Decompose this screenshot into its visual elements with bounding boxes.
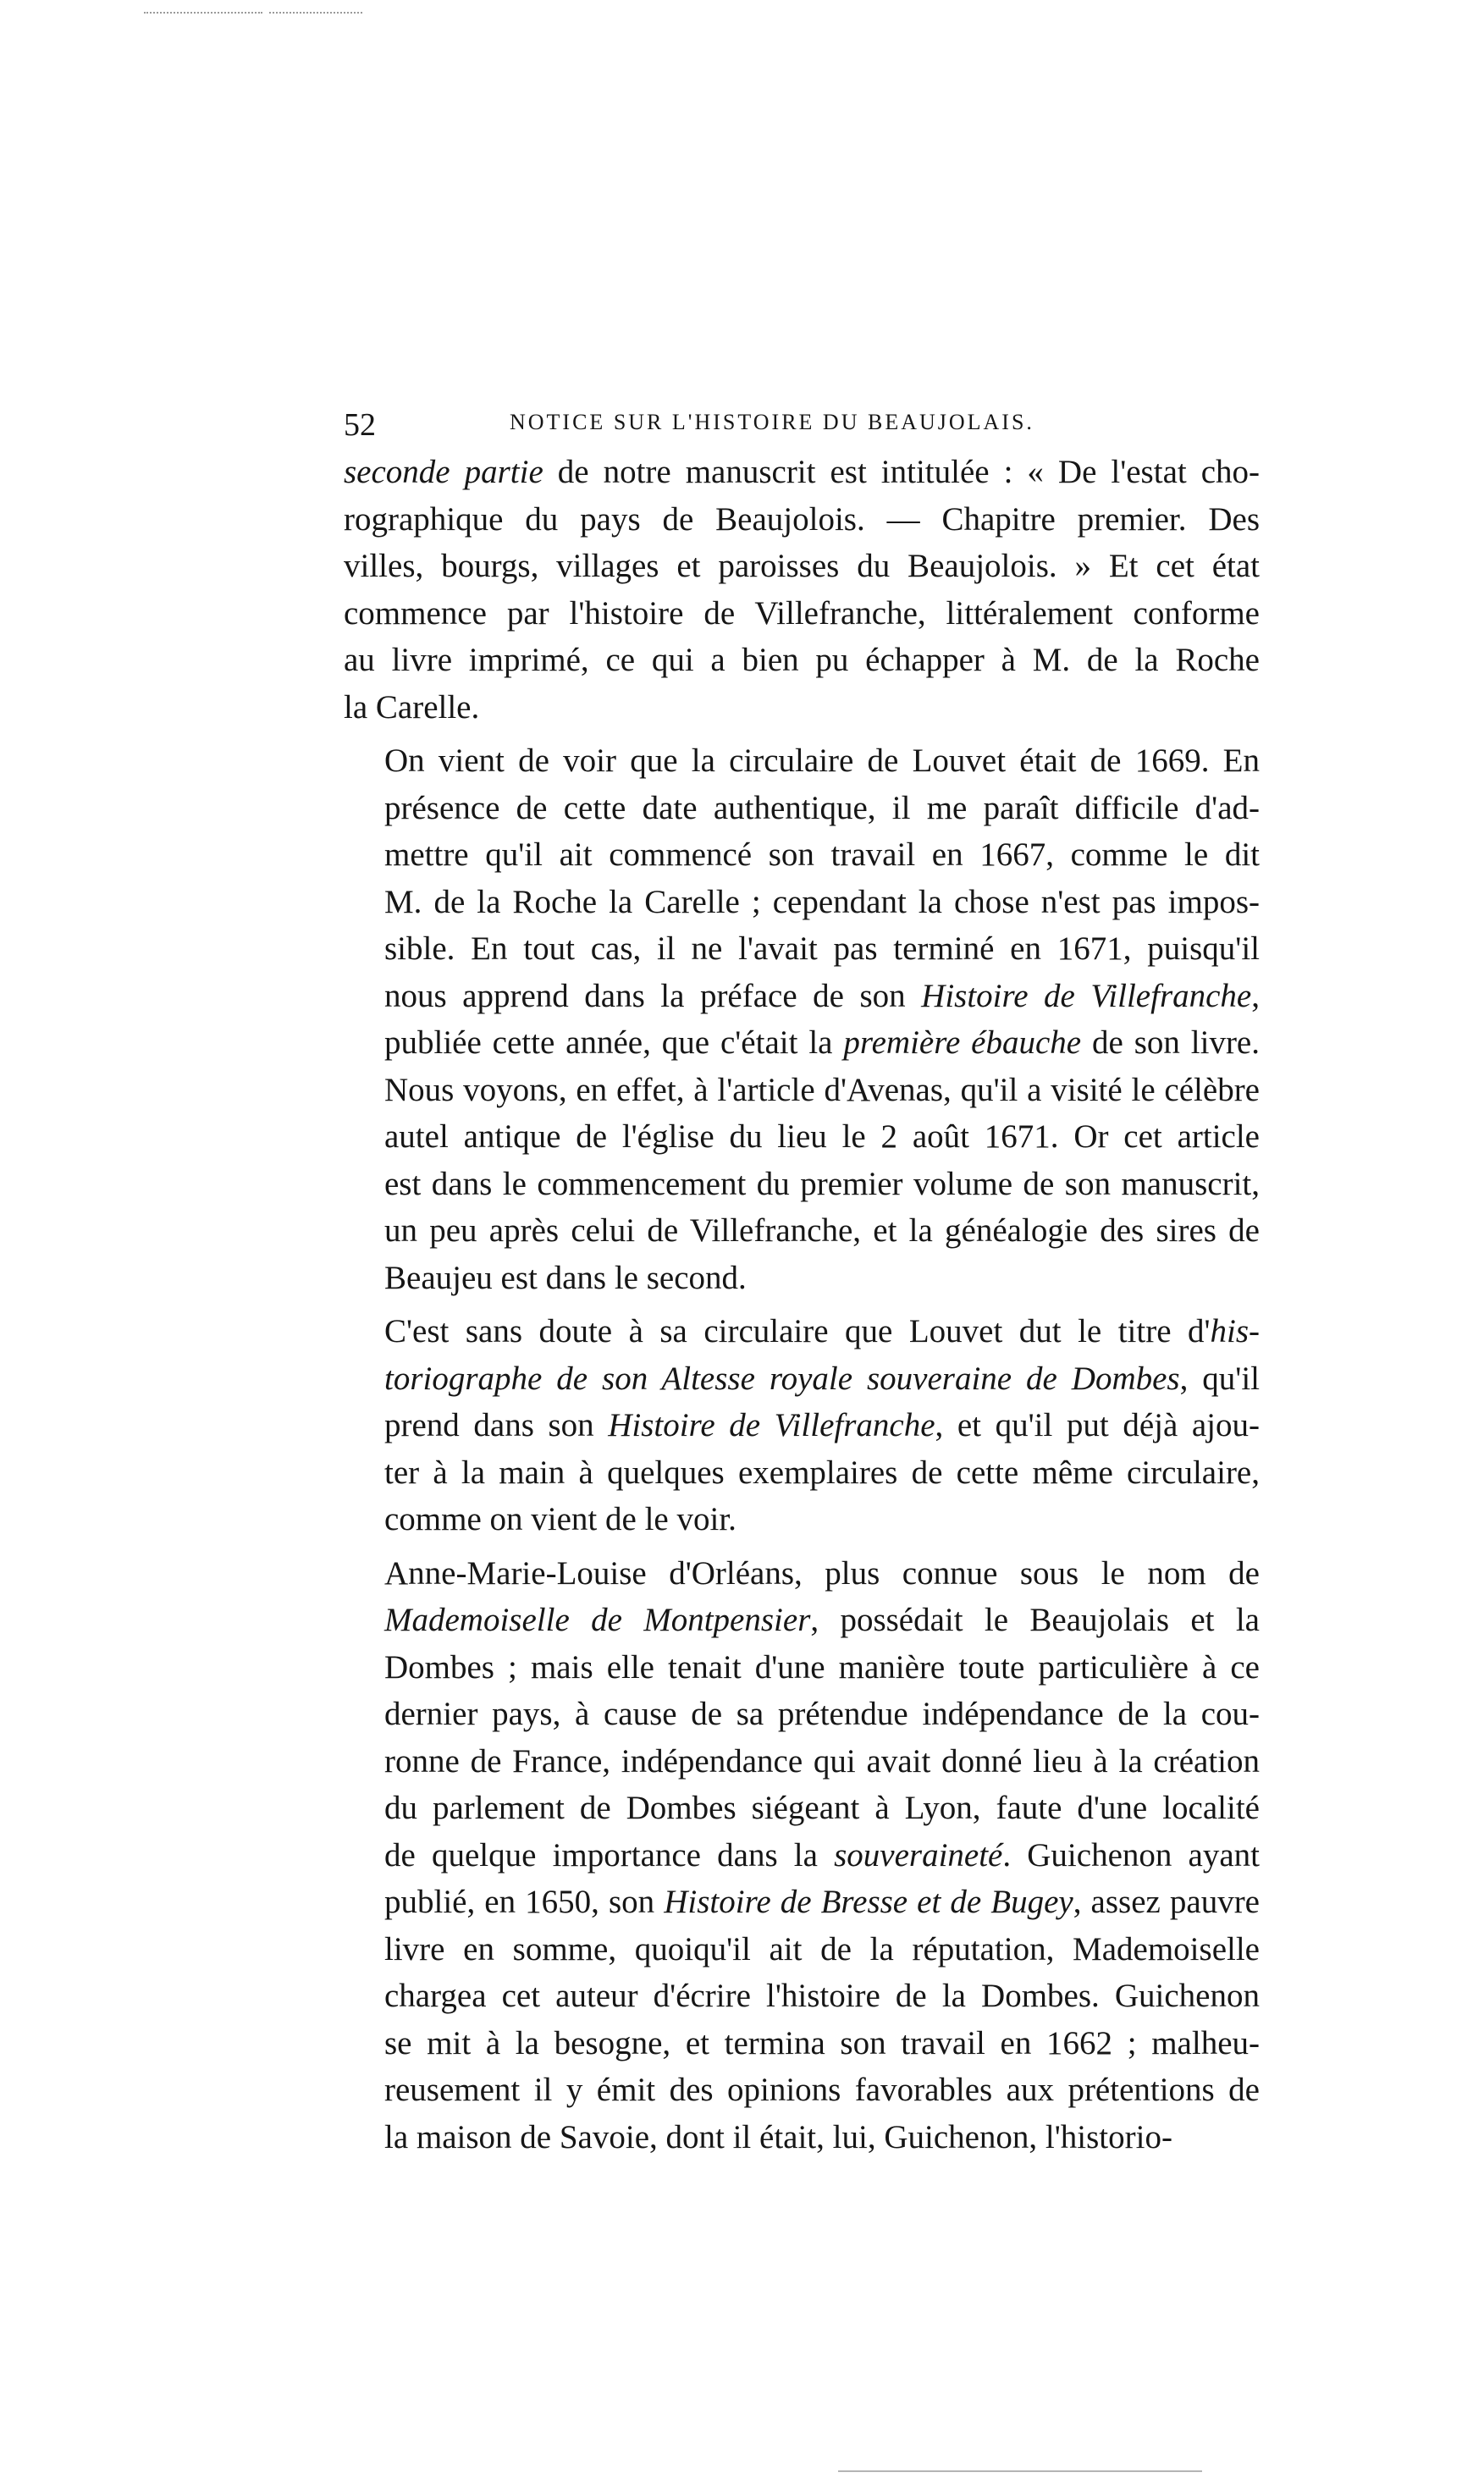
text-run: publiée cette année, que c'était la — [384, 1024, 844, 1061]
text-line — [344, 1355, 1260, 1403]
page-number: 52 — [344, 407, 376, 443]
paragraph — [344, 449, 1260, 731]
paragraph — [344, 1308, 1260, 1543]
text-line — [344, 1832, 1260, 1879]
text-line — [344, 831, 1260, 879]
text-run: comme on vient de le voir. — [384, 1501, 736, 1537]
text-run: , qu'il — [1179, 1360, 1260, 1397]
book-page — [344, 398, 1260, 2167]
italic-run: Histoire de Villefranche — [921, 977, 1252, 1014]
text-line — [344, 1926, 1260, 1973]
text-run: au livre imprimé, ce qui a bien pu échapper à M. de la Roche — [344, 642, 1260, 678]
text-line — [344, 1255, 1260, 1302]
text-run: C'est sans doute à sa circulaire que Louvet dut le titre d' — [384, 1313, 1211, 1349]
text-line — [344, 1644, 1260, 1692]
text-line — [344, 543, 1260, 590]
text-line — [344, 1113, 1260, 1161]
text-run: , et qu'il put déjà ajou- — [935, 1407, 1260, 1443]
text-run: mettre qu'il ait commencé son travail en 1667, comme le dit — [384, 836, 1260, 873]
text-run: de quelque importance dans la — [384, 1836, 835, 1874]
text-run: commence par l'histoire de Villefranche, littéralement conforme — [344, 594, 1260, 632]
text-run: , — [1251, 977, 1260, 1014]
text-line — [344, 1019, 1260, 1067]
italic-run: Mademoiselle de Montpensier — [384, 1602, 811, 1638]
text-line — [344, 973, 1260, 1020]
text-line — [344, 1067, 1260, 1114]
text-line — [344, 2067, 1260, 2114]
text-run: du parlement de Dombes siégeant à Lyon, faute d'une localité — [384, 1790, 1260, 1826]
text-line — [344, 1550, 1260, 1598]
text-run: reusement il y émit des opinions favorables aux prétentions de — [384, 2072, 1260, 2108]
italic-run: Histoire de Villefranche — [608, 1407, 935, 1443]
text-run: ter à la main à quelques exemplaires de cette même circulaire, — [384, 1454, 1260, 1491]
text-run: de notre manuscrit est intitulée : « De l'estat cho- — [543, 454, 1261, 490]
text-line — [344, 637, 1260, 684]
text-run: de son livre. — [1081, 1024, 1260, 1061]
text-run: chargea cet auteur d'écrire l'histoire de la Dombes. Guichenon — [384, 1978, 1260, 2014]
text-run: villes, bourgs, villages et paroisses du Beaujolois. » Et cet état — [344, 548, 1260, 584]
text-run: prend dans son — [384, 1407, 609, 1443]
text-line — [344, 1402, 1260, 1449]
text-line — [344, 1308, 1260, 1355]
text-run: Nous voyons, en effet, à l'article d'Avenas, qu'il a visité le célèbre — [384, 1071, 1260, 1108]
text-run: nous apprend dans la préface de son — [384, 977, 922, 1014]
text-run: Beaujeu est dans le second. — [384, 1259, 747, 1296]
text-run: dernier pays, à cause de sa prétendue indépendance de la cou- — [384, 1696, 1260, 1732]
text-line — [344, 879, 1260, 926]
text-line — [344, 785, 1260, 832]
text-run: sible. En tout cas, il ne l'avait pas terminé en 1671, puisqu'il — [384, 930, 1260, 967]
text-line — [344, 684, 1260, 731]
text-line — [344, 925, 1260, 973]
italic-run: his- — [1210, 1313, 1260, 1349]
text-run: la Carelle. — [344, 688, 480, 726]
text-line — [344, 1496, 1260, 1543]
text-line — [344, 1691, 1260, 1738]
text-run: rographique du pays de Beaujolois. — Chapitre premier. Des — [344, 500, 1260, 538]
text-line — [344, 1207, 1260, 1255]
text-run: la maison de Savoie, dont il était, lui, Guichenon, l'historio- — [384, 2118, 1172, 2155]
text-line — [344, 590, 1260, 637]
scan-edge-mark-right — [269, 12, 362, 14]
text-line — [344, 449, 1260, 496]
text-run: ronne de France, indépendance qui avait donné lieu à la création — [384, 1742, 1260, 1780]
text-line — [344, 2114, 1260, 2161]
text-run: présence de cette date authentique, il me paraît difficile d'ad- — [384, 789, 1260, 826]
text-run: Dombes ; mais elle tenait d'une manière toute particulière à ce — [384, 1648, 1260, 1686]
text-line — [344, 1738, 1260, 1785]
running-title: NOTICE SUR L'HISTOIRE DU BEAUJOLAIS. — [510, 410, 1034, 434]
text-run: un peu après celui de Villefranche, et la généalogie des sires de — [384, 1212, 1260, 1249]
text-line — [344, 1879, 1260, 1926]
page-bottom-rule — [838, 2470, 1202, 2472]
text-run: autel antique de l'église du lieu le 2 août 1671. Or cet article — [384, 1118, 1260, 1155]
running-head — [344, 398, 1260, 449]
text-run: . Guichenon ayant — [1002, 1836, 1260, 1874]
text-line — [344, 1597, 1260, 1644]
text-run: Anne-Marie-Louise d'Orléans, plus connue sous le nom de — [384, 1554, 1260, 1592]
italic-run: souveraineté — [834, 1836, 1003, 1874]
italic-run: première ébauche — [843, 1024, 1082, 1061]
text-line — [344, 1449, 1260, 1497]
text-line — [344, 737, 1260, 785]
text-line — [344, 2020, 1260, 2067]
italic-run: seconde partie — [344, 454, 543, 490]
paragraph — [344, 737, 1260, 1301]
text-run: On vient de voir que la circulaire de Louvet était de 1669. En — [384, 742, 1260, 779]
scan-edge-mark-left — [144, 12, 262, 14]
text-run: M. de la Roche la Carelle ; cependant la chose n'est pas impos- — [384, 883, 1260, 920]
text-run: est dans le commencement du premier volume de son manuscrit, — [384, 1165, 1260, 1202]
text-run: , assez pauvre — [1073, 1884, 1260, 1920]
text-line — [344, 1161, 1260, 1208]
italic-run: toriographe de son Altesse royale souveraine de Dombes — [384, 1360, 1180, 1397]
text-run: , possédait le Beaujolais et la — [810, 1602, 1260, 1638]
text-run: livre en somme, quoiqu'il ait de la réputation, Mademoiselle — [384, 1930, 1260, 1967]
paragraph — [344, 1550, 1260, 2161]
text-line — [344, 1973, 1260, 2020]
text-run: publié, en 1650, son — [384, 1884, 665, 1920]
italic-run: Histoire de Bresse et de Bugey — [664, 1884, 1073, 1920]
body-text — [344, 449, 1260, 2161]
text-run: se mit à la besogne, et termina son travail en 1662 ; malheu- — [384, 2024, 1260, 2061]
text-line — [344, 496, 1260, 544]
text-line — [344, 1785, 1260, 1832]
